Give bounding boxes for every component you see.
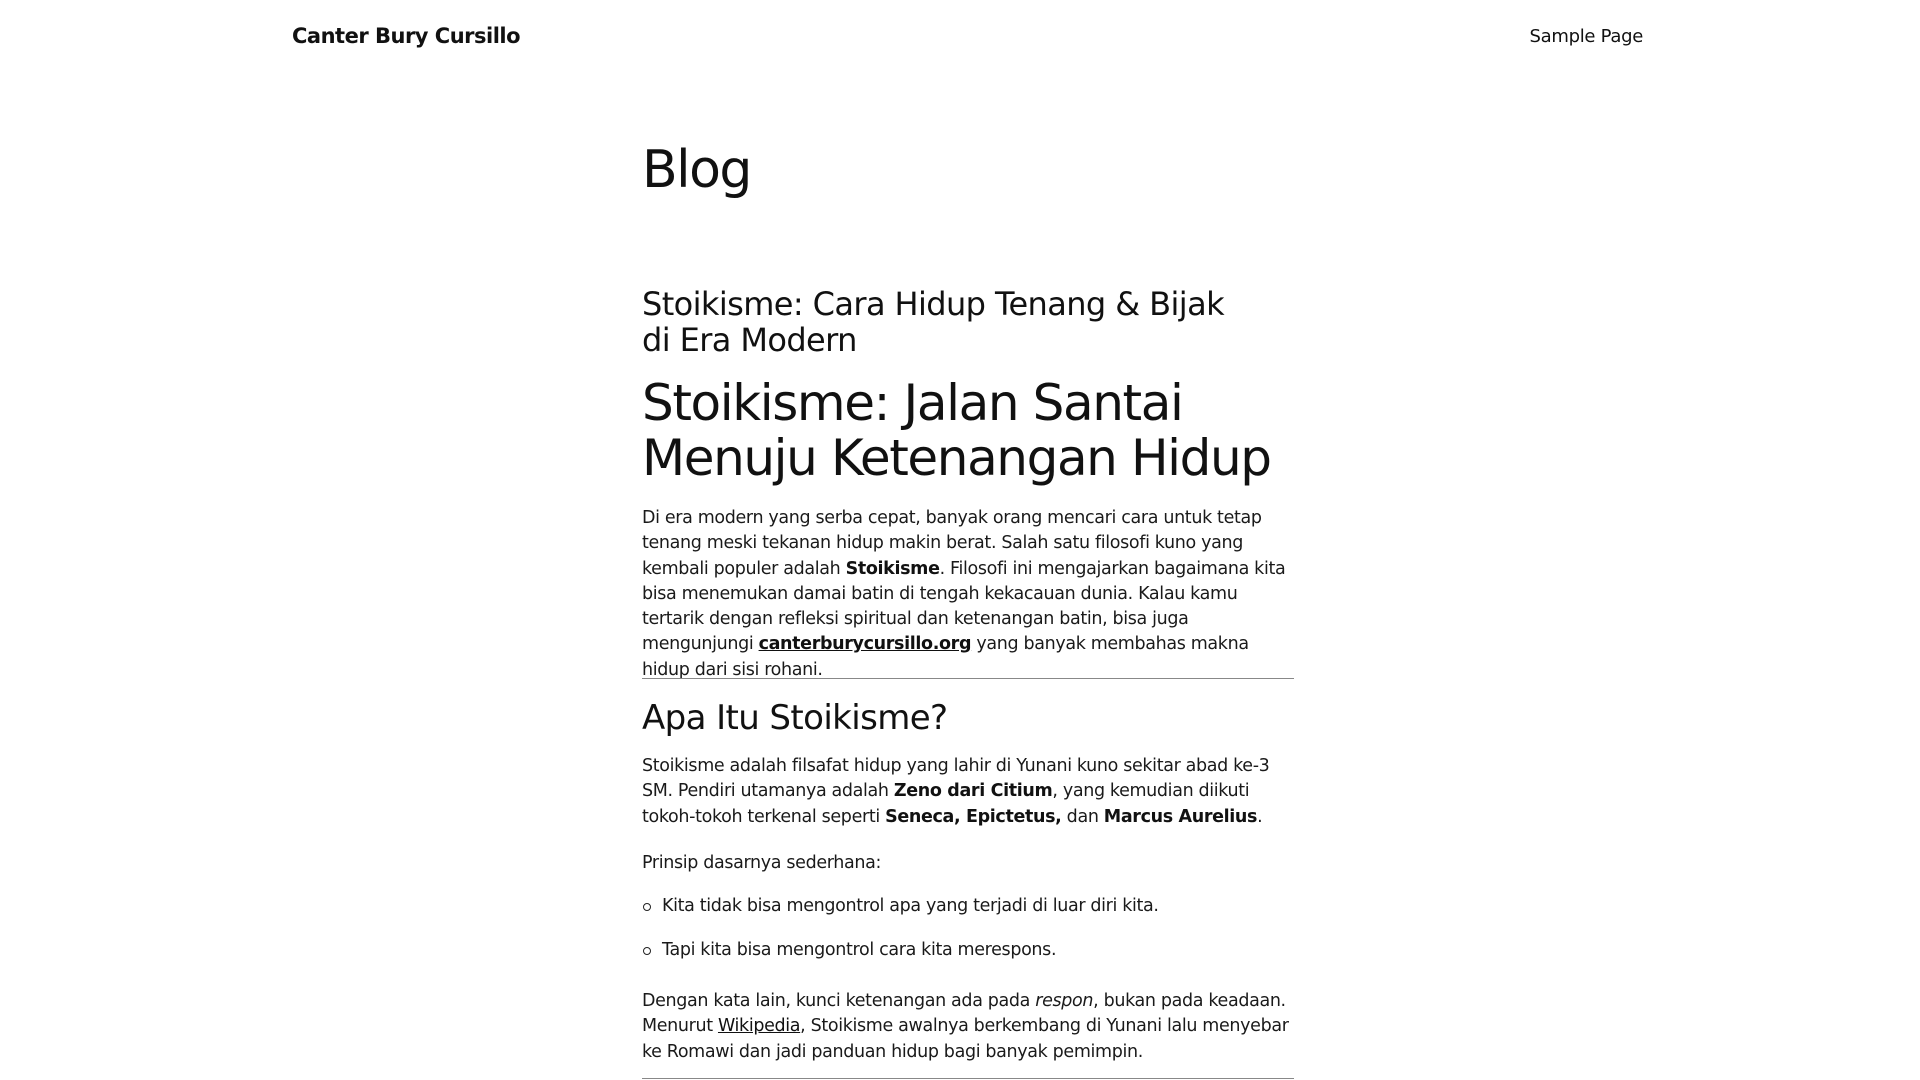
- wikipedia-link[interactable]: Wikipedia: [717, 1016, 801, 1037]
- primary-nav: [1530, 26, 1644, 47]
- list-item: [642, 938, 1294, 963]
- s3-italic-respon: respon: [1035, 991, 1094, 1011]
- bullet-circle-icon: [643, 903, 651, 911]
- s3-text-2: , bukan pada keadaan. Menurut: [642, 991, 1286, 1037]
- principle-list: [642, 894, 1294, 982]
- s1-bold-seneca: Seneca, Epictetus,: [885, 806, 1062, 827]
- nav-link-sample-page[interactable]: Sample Page: [1529, 25, 1643, 47]
- s1-text-4: .: [1257, 806, 1263, 827]
- intro-paragraph: [642, 506, 1294, 683]
- canterbury-link[interactable]: canterburycursillo.org: [758, 634, 972, 655]
- intro-text-2: . Filosofi ini mengajarkan bagaimana kita bisa menemukan damai batin di tengah kekacauan dunia. Kalau kamu tertarik dengan refleksi spiritual dan ketenangan batin, bisa juga mengunjungi: [642, 558, 1286, 655]
- separator: [642, 1078, 1294, 1079]
- post-title: [642, 286, 1242, 358]
- separator: [642, 678, 1294, 679]
- intro-text-1: Di era modern yang serba cepat, banyak orang mencari cara untuk tetap tenang meski tekanan hidup makin berat. Salah satu filosofi kuno yang kembali populer adalah: [642, 508, 1262, 579]
- section-paragraph-1: [642, 754, 1294, 830]
- list-item-text: Kita tidak bisa mengontrol apa yang terjadi di luar diri kita.: [662, 896, 1159, 916]
- s1-bold-marcus: Marcus Aurelius: [1103, 806, 1258, 827]
- s1-bold-zeno: Zeno dari Citium: [893, 781, 1053, 802]
- post-title-link[interactable]: Stoikisme: Cara Hidup Tenang & Bijak di Era Modern: [642, 285, 1225, 359]
- main-content: [642, 136, 1294, 1062]
- site-title-link[interactable]: Canter Bury Cursillo: [292, 24, 521, 48]
- post-main-heading: Stoikisme: Jalan Santai Menuju Ketenangan Hidup: [642, 374, 1271, 487]
- section-heading-apa-itu: Apa Itu Stoikisme?: [642, 698, 948, 738]
- s3-text-1: Dengan kata lain, kunci ketenangan ada pada: [642, 991, 1036, 1011]
- page-title: Blog: [642, 140, 751, 200]
- bullet-circle-icon: [643, 947, 651, 955]
- s1-text-2: , yang kemudian diikuti tokoh-tokoh terkenal seperti: [642, 781, 1250, 827]
- list-item-text: Tapi kita bisa mengontrol cara kita merespons.: [662, 940, 1057, 960]
- intro-text-3: yang banyak membahas makna hidup dari sisi rohani.: [642, 634, 1249, 680]
- s1-text-3: dan: [1061, 806, 1104, 827]
- section-paragraph-3: [642, 989, 1294, 1065]
- s1-text-1: Stoikisme adalah filsafat hidup yang lahir di Yunani kuno sekitar abad ke-3 SM. Pendiri utamanya adalah: [642, 756, 1270, 802]
- site-header: [292, 18, 1643, 54]
- intro-bold-stoikisme: Stoikisme: [845, 558, 940, 579]
- section-paragraph-2: Prinsip dasarnya sederhana:: [642, 853, 882, 873]
- s3-text-3: , Stoikisme awalnya berkembang di Yunani lalu menyebar ke Romawi dan jadi panduan hidup bagi banyak pemimpin.: [642, 1016, 1289, 1062]
- list-item: [642, 894, 1294, 919]
